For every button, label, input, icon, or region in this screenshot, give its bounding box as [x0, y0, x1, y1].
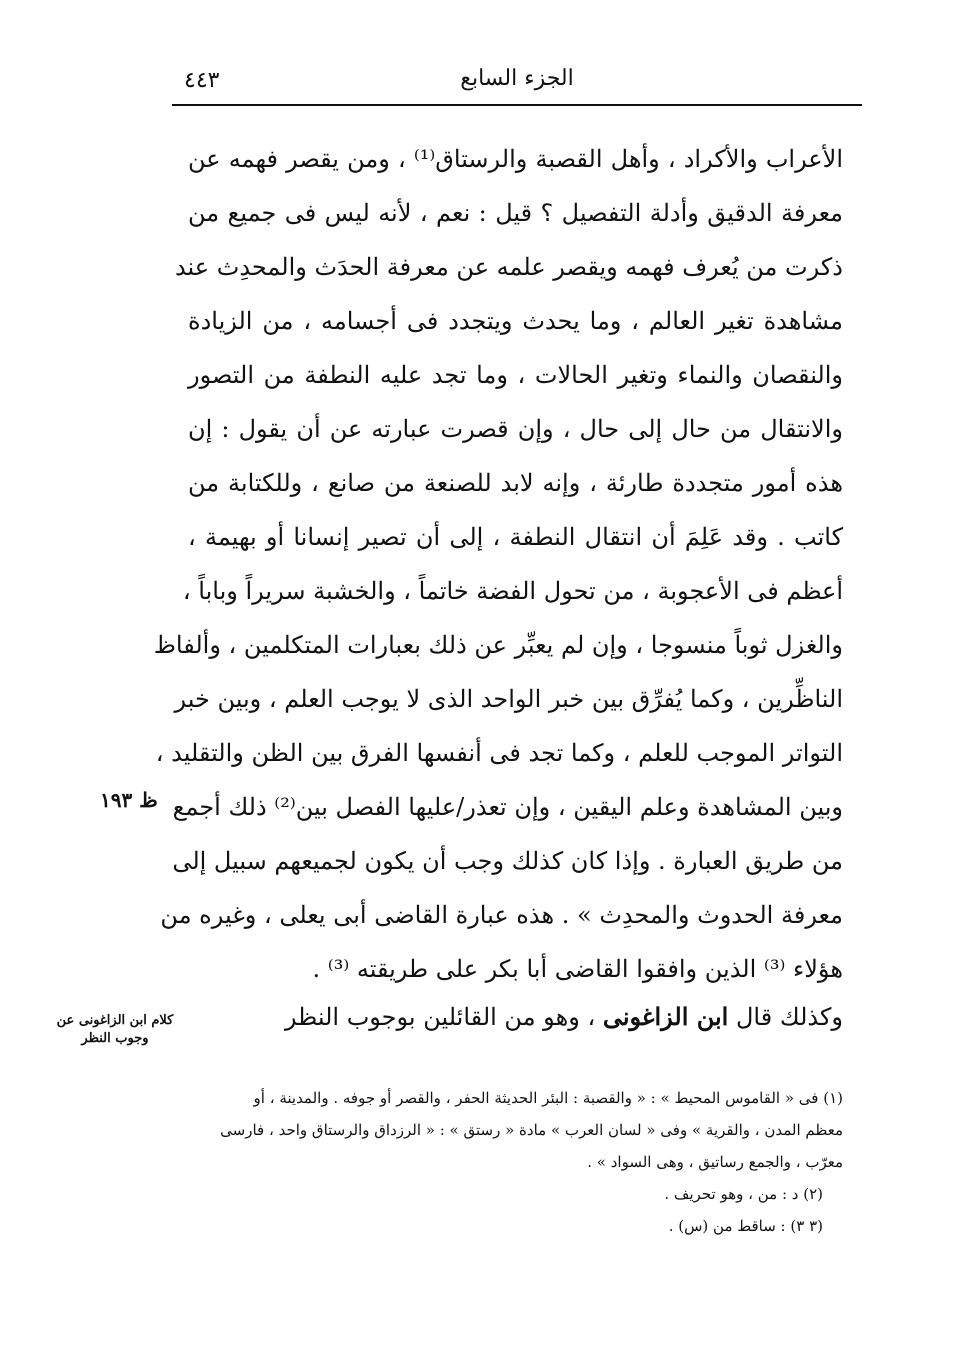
- footnote-line: (٣ ٣) : ساقط من (س) .: [668, 1217, 823, 1235]
- running-title: الجزء السابع: [460, 66, 574, 91]
- footnote-line: معظم المدن ، والقرية » وفى « لسان العرب » مادة « رستق » : « الرزداق والرستاق واحد ، فارسى: [220, 1121, 843, 1139]
- text-line: التواتر الموجب للعلم ، وكما تجد فى أنفسها الفرق بين الظن والتقليد ،: [155, 739, 843, 767]
- para2-suffix: ، وهو من القائلين بوجوب النظر: [284, 1003, 596, 1031]
- text-line: مشاهدة تغير العالم ، وما يحدث ويتجدد فى أجسامه ، من الزيادة: [188, 307, 843, 335]
- text-line: كاتب . وقد عَلِمَ أن انتقال النطفة ، إلى أن تصير إنسانا أو بهيمة ،: [188, 523, 843, 551]
- text-line: معرفة الحدوث والمحدِث » . هذه عبارة القاضى أبى يعلى ، وغيره من: [160, 901, 843, 929]
- side-note: كلام ابن الزاغونى عن وجوب النظر: [56, 1013, 174, 1046]
- para2-prefix: وكذلك قال: [735, 1003, 843, 1031]
- footnotes: [188, 1082, 843, 1242]
- page-number: ٤٤٣: [184, 68, 220, 93]
- folio-marker: ظ ١٩٣: [100, 788, 158, 812]
- page-header: [172, 62, 862, 102]
- footnote-line: (٢) د : من ، وهو تحريف .: [664, 1185, 823, 1203]
- text-line: والغزل ثوباً منسوجا ، وإن لم يعبِّر عن ذلك بعبارات المتكلمين ، وألفاظ: [153, 631, 843, 659]
- text-line: ذكرت من يُعرف فهمه ويقصر علمه عن معرفة الحدَث والمحدِث عند: [174, 253, 843, 281]
- text-line: من طريق العبارة . وإذا كان كذلك وجب أن يكون لجميعهم سبيل إلى: [172, 847, 843, 875]
- text-line: وبين المشاهدة وعلم اليقين ، وإن تعذر/عليها الفصل بين⁽²⁾ ذلك أجمع: [172, 793, 843, 821]
- text-line: الأعراب والأكراد ، وأهل القصبة والرستاق⁽¹⁾ ، ومن يقصر فهمه عن: [188, 145, 843, 173]
- text-line: الناظِّرين ، وكما يُفرِّق بين خبر الواحد الذى لا يوجب العلم ، وبين خبر: [174, 685, 843, 713]
- text-line: هؤلاء ⁽³⁾ الذين وافقوا القاضى أبا بكر على طريقته ⁽³⁾ .: [312, 955, 843, 983]
- text-line: معرفة الدقيق وأدلة التفصيل ؟ قيل : نعم ، لأنه ليس فى جميع من: [188, 199, 843, 227]
- para2-name: ابن الزاغونى: [602, 1002, 729, 1031]
- text-line: والانتقال من حال إلى حال ، وإن قصرت عبارته عن أن يقول : إن: [188, 415, 843, 443]
- text-line: هذه أمور متجددة طارئة ، وإنه لابد للصنعة من صانع ، وللكتابة من: [188, 469, 843, 497]
- text-line: أعظم فى الأعجوبة ، من تحول الفضة خاتماً ، والخشبة سريراً وباباً ،: [182, 577, 843, 605]
- text-line: [188, 990, 843, 1044]
- footnote-line: معرّب ، والجمع رساتيق ، وهى السواد » .: [587, 1153, 843, 1171]
- second-paragraph: [188, 990, 843, 1044]
- main-paragraph: [153, 132, 843, 996]
- footnote-line: (١) فى « القاموس المحيط » : « والقصبة : البئر الحديثة الحفر ، والقصر أو جوفه . والمدينة ، أو: [253, 1089, 843, 1107]
- header-rule: [172, 104, 862, 106]
- text-line: والنقصان والنماء وتغير الحالات ، وما تجد عليه النطفة من التصور: [188, 361, 843, 389]
